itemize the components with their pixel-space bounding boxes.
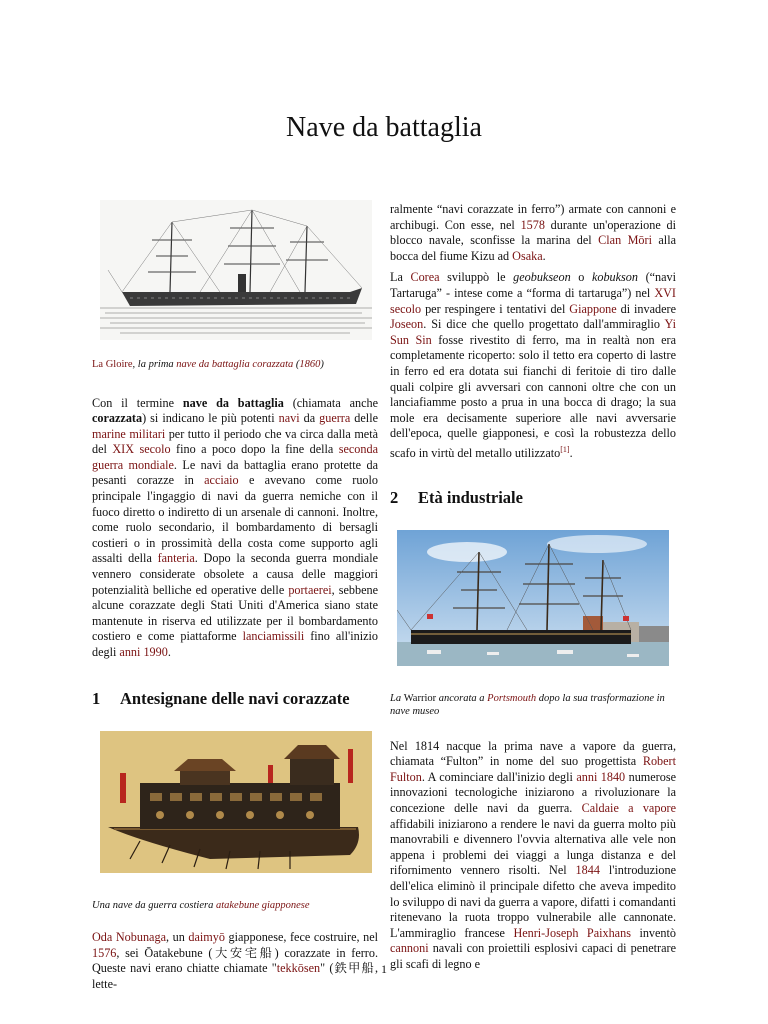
caption-text: ) bbox=[320, 359, 324, 370]
section-number: 1 bbox=[92, 688, 101, 708]
intro-paragraph: Con il termine nave da battaglia (chiamata anche corazzata) si indicano le più potenti navi da guerra delle marine militari per tutto il periodo che va circa dalla metà del XIX secolo fino a poco dopo la fine della seconda guerra mondiale. Le navi da battaglia erano protette da pesanti corazze in acciaio e avevano come ruolo principale l'ingaggio di navi da guerra nemiche con il fuoco diretto o indiretto di un arsenale di cannoni. Inoltre, come ruolo secondario, il bombardamento di bersagli costieri o in prossimità della costa come supporto agli assalti della fanteria. Dopo la seconda guerra mondiale vennero considerate obsolete a causa delle maggiori potenzialità belliche ed operative delle portaerei, sebbene alcune corazzate degli Stati Uniti d'America siano state mantenute in riserva ed utilizzate per il bombardamento costiero e come piattaforme lanciamissili fino all'inizio degli anni 1990. bbox=[92, 395, 379, 659]
atakebune-caption: Una nave da guerra costiera atakebune giapponese bbox=[92, 899, 310, 911]
section-2-heading bbox=[390, 488, 676, 508]
section-title: Antesignane delle navi corazzate bbox=[120, 688, 350, 708]
lanciamissili-link[interactable]: lanciamissili bbox=[242, 629, 305, 644]
atakebune-figure bbox=[100, 731, 372, 873]
section-number: 2 bbox=[390, 487, 399, 507]
la-gloire-link[interactable]: La Gloire bbox=[92, 359, 133, 370]
year-1860-link[interactable]: 1860 bbox=[299, 359, 321, 370]
term-bold: corazzata bbox=[92, 411, 143, 426]
daimyo-link[interactable]: daimyō bbox=[188, 930, 225, 945]
reference-1-link[interactable]: [1] bbox=[560, 444, 570, 454]
section-title: Età industriale bbox=[418, 487, 523, 507]
cannoni-link[interactable]: cannoni bbox=[390, 941, 429, 956]
atakebune-painting-image bbox=[100, 731, 372, 873]
joseon-link[interactable]: Joseon bbox=[390, 317, 424, 332]
year-1576-link[interactable]: 1576 bbox=[92, 945, 117, 960]
warrior-caption: La Warrior ancorata a Portsmouth dopo la sua trasformazione in nave museo bbox=[390, 692, 665, 718]
right-column bbox=[390, 200, 676, 972]
term-italic: kobukson bbox=[591, 270, 638, 285]
caldaie-a-vapore-link[interactable]: Caldaie a vapore bbox=[581, 800, 677, 815]
page-number: 1 bbox=[381, 962, 387, 976]
guerra-link[interactable]: guerra bbox=[319, 411, 351, 426]
gloire-caption bbox=[92, 358, 378, 372]
section-1-heading bbox=[92, 689, 378, 709]
oda-nobunaga-link[interactable]: Oda Nobunaga bbox=[92, 930, 166, 945]
warrior-ship-photo bbox=[397, 530, 669, 666]
marine-militari-link[interactable]: marine militari bbox=[92, 426, 166, 441]
navi-link[interactable]: navi bbox=[278, 411, 300, 426]
henri-joseph-paixhans-link[interactable]: Henri-Joseph Paixhans bbox=[513, 925, 631, 940]
page-title: Nave da battaglia bbox=[286, 112, 482, 143]
giappone-link[interactable]: Giappone bbox=[569, 301, 617, 316]
anni-1840-link[interactable]: anni 1840 bbox=[576, 769, 626, 784]
gloire-ship-image bbox=[100, 200, 372, 340]
section-2-paragraph-1: Nel 1814 nacque la prima nave a vapore da guerra, chiamata “Fulton” in nome del suo progettista Robert Fulton. A cominciare dall'inizio degli anni 1840 numerose innovazioni tecnologiche iniziarono a rivoluzionare la concezione delle navi da guerra. Caldaie a vapore affidabili iniziarono a rendere le navi da guerra molto più manovrabili e divennero l'ovvia alternativa alle vele non appena i problemi dei viaggi a lunga distanza e del rifornimento vennero risolti. Nel 1844 l'introduzione dell'elica eliminò il principale difetto che aveva impedito lo sviluppo di navi da guerra a vapore, difatti i comandanti ritenevano la ruota troppo vulnerabile alle cannonate. L'ammiraglio francese Henri-Joseph Paixhans inventò cannoni navali con proiettili esplosivi capaci di penetrare gli scafi di legno e bbox=[390, 738, 677, 971]
warrior-figure bbox=[397, 530, 669, 666]
gloire-figure bbox=[100, 200, 372, 340]
portaerei-link[interactable]: portaerei bbox=[288, 582, 332, 597]
clan-mori-link[interactable]: Clan Mōri bbox=[598, 233, 652, 248]
term-bold: nave da battaglia bbox=[182, 395, 284, 410]
section-1-paragraph-2: La Corea sviluppò le geobukseon o kobukson (“navi Tartaruga” - intese come a “forma di tartaruga”) nel XVI secolo per respingere i tentativi del Giappone di invadere Joseon. Si dice che quello progettato dall'ammiraglio Yi Sun Sin fosse rivestito di ferro, ma in realtà non era completamente ricoperto: solo il tetto era coperto di lastre in ferro ed era dotata sui fianchi di feritoie di tiro dalle quali colpire gli avversari con cannoni oltre che con un lanciafiamme posto a prua in una bocca di drago; la sua mole era decisamente superiore alle navi avversarie dell'epoca, quelle giapponesi, e così la robustezza dello scafo in virtù del metallo utilizzato[1]. bbox=[390, 270, 677, 460]
year-1844-link[interactable]: 1844 bbox=[575, 863, 600, 878]
xix-secolo-link[interactable]: XIX secolo bbox=[112, 442, 171, 457]
year-1578-link[interactable]: 1578 bbox=[520, 217, 545, 232]
atakebune-link[interactable]: atakebune giapponese bbox=[215, 899, 310, 911]
robert-fulton-link[interactable]: Robert Fulton bbox=[390, 754, 676, 784]
nave-corazzata-link[interactable]: nave da battaglia corazzata bbox=[176, 359, 294, 370]
fanteria-link[interactable]: fanteria bbox=[157, 551, 195, 566]
yi-sun-sin-link[interactable]: Yi Sun Sin bbox=[390, 317, 676, 347]
caption-text: ( bbox=[293, 359, 300, 370]
portsmouth-link[interactable]: Portsmouth bbox=[487, 692, 537, 704]
section-1-paragraph-1-start: Oda Nobunaga, un daimyō giapponese, fece costruire, nel 1576, sei Ōatakebune (大安宅船) corazzate in ferro. Queste navi erano chiatte chiamate "tekkōsen" (鉄甲船, lette- bbox=[92, 930, 379, 991]
acciaio-link[interactable]: acciaio bbox=[204, 473, 239, 488]
anni-1990-link[interactable]: anni 1990 bbox=[119, 645, 168, 659]
warrior-name: Warrior bbox=[403, 692, 437, 704]
section-1-paragraph-1-end: ralmente “navi corazzate in ferro”) armate con cannoni e archibugi. Con esse, nel 1578 durante un'operazione di blocco navale, sconfisse la marina del Clan Mōri alla bocca del fiume Kizu ad Osaka. bbox=[390, 202, 676, 263]
term-italic: geobukseon bbox=[513, 270, 571, 285]
osaka-link[interactable]: Osaka bbox=[512, 248, 543, 263]
xvi-secolo-link[interactable]: XVI secolo bbox=[390, 285, 676, 316]
caption-text: , la prima bbox=[132, 359, 177, 370]
corea-link[interactable]: Corea bbox=[410, 270, 440, 285]
left-column bbox=[92, 200, 378, 992]
seconda-guerra-mondiale-link[interactable]: seconda guerra mondiale bbox=[92, 442, 378, 472]
tekkosen-link[interactable]: tekkōsen bbox=[276, 961, 321, 976]
